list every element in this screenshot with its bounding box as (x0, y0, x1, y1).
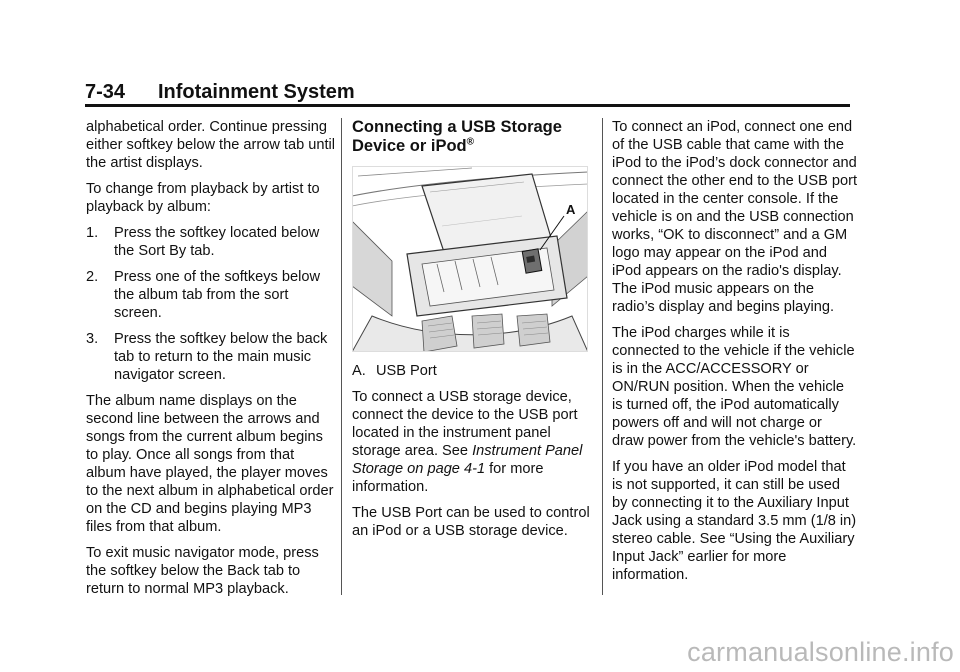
list-number: 3. (86, 331, 99, 347)
cross-reference: Instrument Panel Storage on page 4-1 (352, 443, 583, 477)
caption-letter: A. (352, 363, 366, 379)
list-number: 1. (86, 225, 99, 241)
list-item (86, 330, 336, 384)
list-text: Press the softkey located below the Sort By tab. (114, 225, 320, 259)
paragraph-text: for more information. (352, 461, 544, 495)
paragraph: The USB Port can be used to control an iPod or a USB storage device. (352, 505, 590, 539)
section-title: Infotainment System (158, 81, 355, 103)
paragraph-text: To connect a USB storage device, connect the device to the USB port located in the instrument panel storage area. See (352, 389, 578, 459)
list-text: Press one of the softkeys below the album tab from the sort screen. (114, 269, 321, 321)
list-item (86, 224, 336, 260)
list-item (86, 268, 336, 322)
text-column-3 (612, 118, 857, 592)
subsection-heading (352, 118, 592, 156)
callout-label: A (566, 202, 576, 217)
figure-caption (352, 362, 592, 380)
paragraph: To connect an iPod, connect one end of the USB cable that came with the iPod to the iPod’s dock connector and connect the other end to the USB port located in the center console. If the vehicle is on and the USB connection works, “OK to disconnect” and a GM logo may appear on the iPod and iPod appears on the radio's display. The iPod music appears on the radio’s display and begins playing. (612, 119, 858, 315)
page-number: 7-34 (85, 81, 126, 103)
text-column-1 (86, 118, 336, 606)
paragraph: To change from playback by artist to playback by album: (86, 181, 320, 215)
registered-mark: ® (466, 136, 474, 148)
list-text: Press the softkey below the back tab to return to the main music navigator screen. (114, 331, 328, 383)
paragraph: To exit music navigator mode, press the softkey below the Back tab to return to normal MP3 playback. (86, 545, 319, 597)
paragraph: The album name displays on the second line between the arrows and songs from the current album begins to play. Once all songs from that album have played, the player moves to the next album in alphabetical order on the CD and begins playing MP3 files from that album. (86, 393, 334, 535)
watermark: carmanualsonline.info (687, 637, 954, 667)
list-number: 2. (86, 269, 99, 285)
column-divider (602, 118, 603, 595)
usb-port-illustration (352, 166, 588, 352)
column-divider (341, 118, 342, 595)
page-header (85, 80, 850, 107)
paragraph: alphabetical order. Continue pressing either softkey below the arrow tab until the artist displays. (86, 119, 336, 171)
paragraph: The iPod charges while it is connected to the vehicle if the vehicle is in the ACC/ACCESSORY or ON/RUN position. When the vehicle is turned off, the iPod automatically powers off and will not charge or draw power from the vehicle's battery. (612, 325, 857, 449)
paragraph: If you have an older iPod model that is not supported, it can still be used by connecting it to the Auxiliary Input Jack using a standard 3.5 mm (1/8 in) stereo cable. See “Using the Auxiliary Input Jack” earlier for more information. (612, 459, 857, 583)
caption-text: USB Port (376, 363, 437, 379)
text-column-2 (352, 118, 592, 548)
heading-text: Connecting a USB Storage Device or iPod (352, 118, 562, 155)
paragraph (352, 388, 592, 496)
